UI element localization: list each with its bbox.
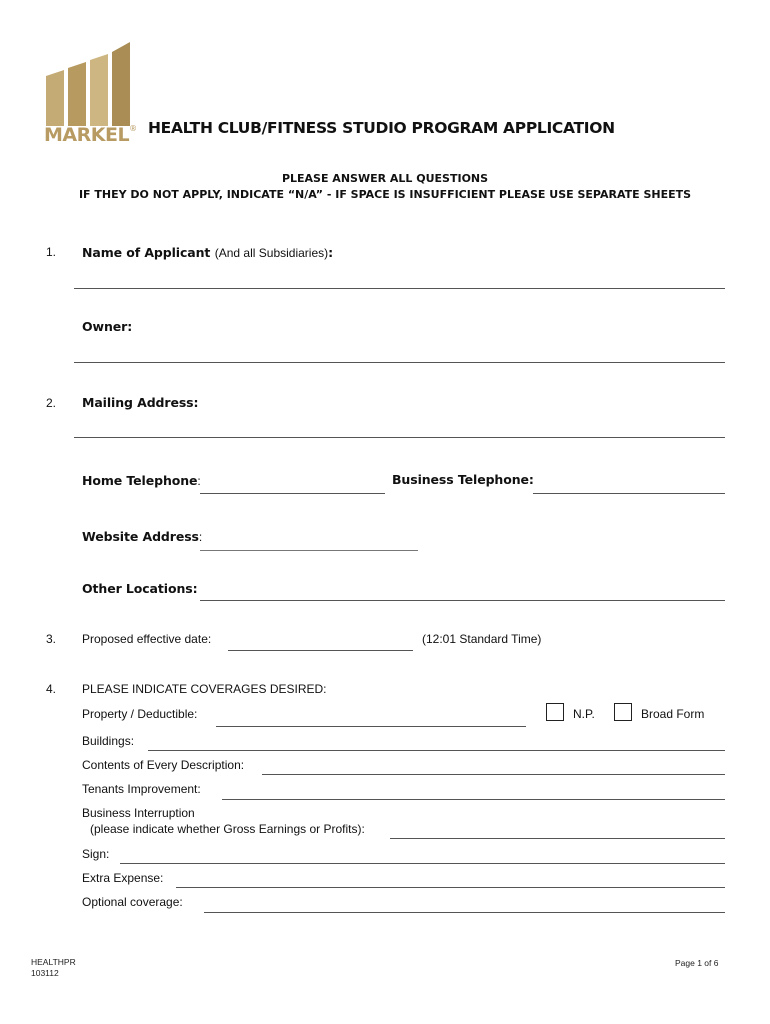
contents-label: Contents of Every Description: (82, 758, 245, 772)
broad-form-checkbox[interactable] (614, 703, 632, 721)
mailing-address-field[interactable] (74, 437, 725, 438)
property-deductible-field[interactable] (216, 726, 526, 727)
question-number-1: 1. (46, 245, 57, 259)
business-telephone-label: Business Telephone: (392, 472, 534, 487)
other-locations-field[interactable] (200, 600, 725, 601)
logo-wordmark: MARKEL® (44, 124, 137, 146)
form-date: 103112 (31, 968, 59, 978)
business-interruption-label: Business Interruption (82, 806, 195, 820)
home-telephone-field[interactable] (200, 493, 385, 494)
tenants-improvement-label: Tenants Improvement: (82, 782, 201, 796)
instruction-answer-all: PLEASE ANSWER ALL QUESTIONS (281, 172, 489, 185)
page-title: HEALTH CLUB/FITNESS STUDIO PROGRAM APPLICATION (148, 119, 615, 137)
sign-field[interactable] (120, 863, 725, 864)
mailing-address-label: Mailing Address: (82, 395, 199, 410)
applicant-name-field[interactable] (74, 288, 725, 289)
coverages-label: PLEASE INDICATE COVERAGES DESIRED: (82, 682, 327, 696)
applicant-name-label: Name of Applicant (And all Subsidiaries): (82, 245, 334, 260)
np-checkbox[interactable] (546, 703, 564, 721)
buildings-field[interactable] (148, 750, 725, 751)
other-locations-label: Other Locations: (82, 581, 198, 596)
owner-label: Owner: (82, 319, 133, 334)
contents-field[interactable] (262, 774, 725, 775)
standard-time-note: (12:01 Standard Time) (422, 632, 542, 646)
home-telephone-label: Home Telephone: (82, 473, 201, 488)
website-address-label: Website Address: (82, 529, 203, 544)
effective-date-label: Proposed effective date: (82, 632, 212, 646)
instruction-na: IF THEY DO NOT APPLY, INDICATE “N/A” - IF SPACE IS INSUFFICIENT PLEASE USE SEPARATE SHEETS (78, 188, 692, 201)
buildings-label: Buildings: (82, 734, 135, 748)
question-number-4: 4. (46, 682, 57, 696)
tenants-improvement-field[interactable] (222, 799, 725, 800)
optional-coverage-field[interactable] (204, 912, 725, 913)
business-interruption-note: (please indicate whether Gross Earnings or Profits): (90, 822, 365, 836)
business-interruption-field[interactable] (390, 838, 725, 839)
np-label: N.P. (573, 707, 595, 721)
extra-expense-field[interactable] (176, 887, 725, 888)
question-number-2: 2. (46, 396, 57, 410)
effective-date-field[interactable] (228, 650, 413, 651)
owner-field[interactable] (74, 362, 725, 363)
sign-label: Sign: (82, 847, 110, 861)
property-deductible-label: Property / Deductible: (82, 707, 198, 721)
business-telephone-field[interactable] (533, 493, 725, 494)
broad-form-label: Broad Form (641, 707, 705, 721)
optional-coverage-label: Optional coverage: (82, 895, 183, 909)
page-number: Page 1 of 6 (675, 958, 719, 968)
website-address-field[interactable] (200, 550, 418, 551)
form-code: HEALTHPR (31, 957, 76, 967)
extra-expense-label: Extra Expense: (82, 871, 164, 885)
question-number-3: 3. (46, 632, 57, 646)
